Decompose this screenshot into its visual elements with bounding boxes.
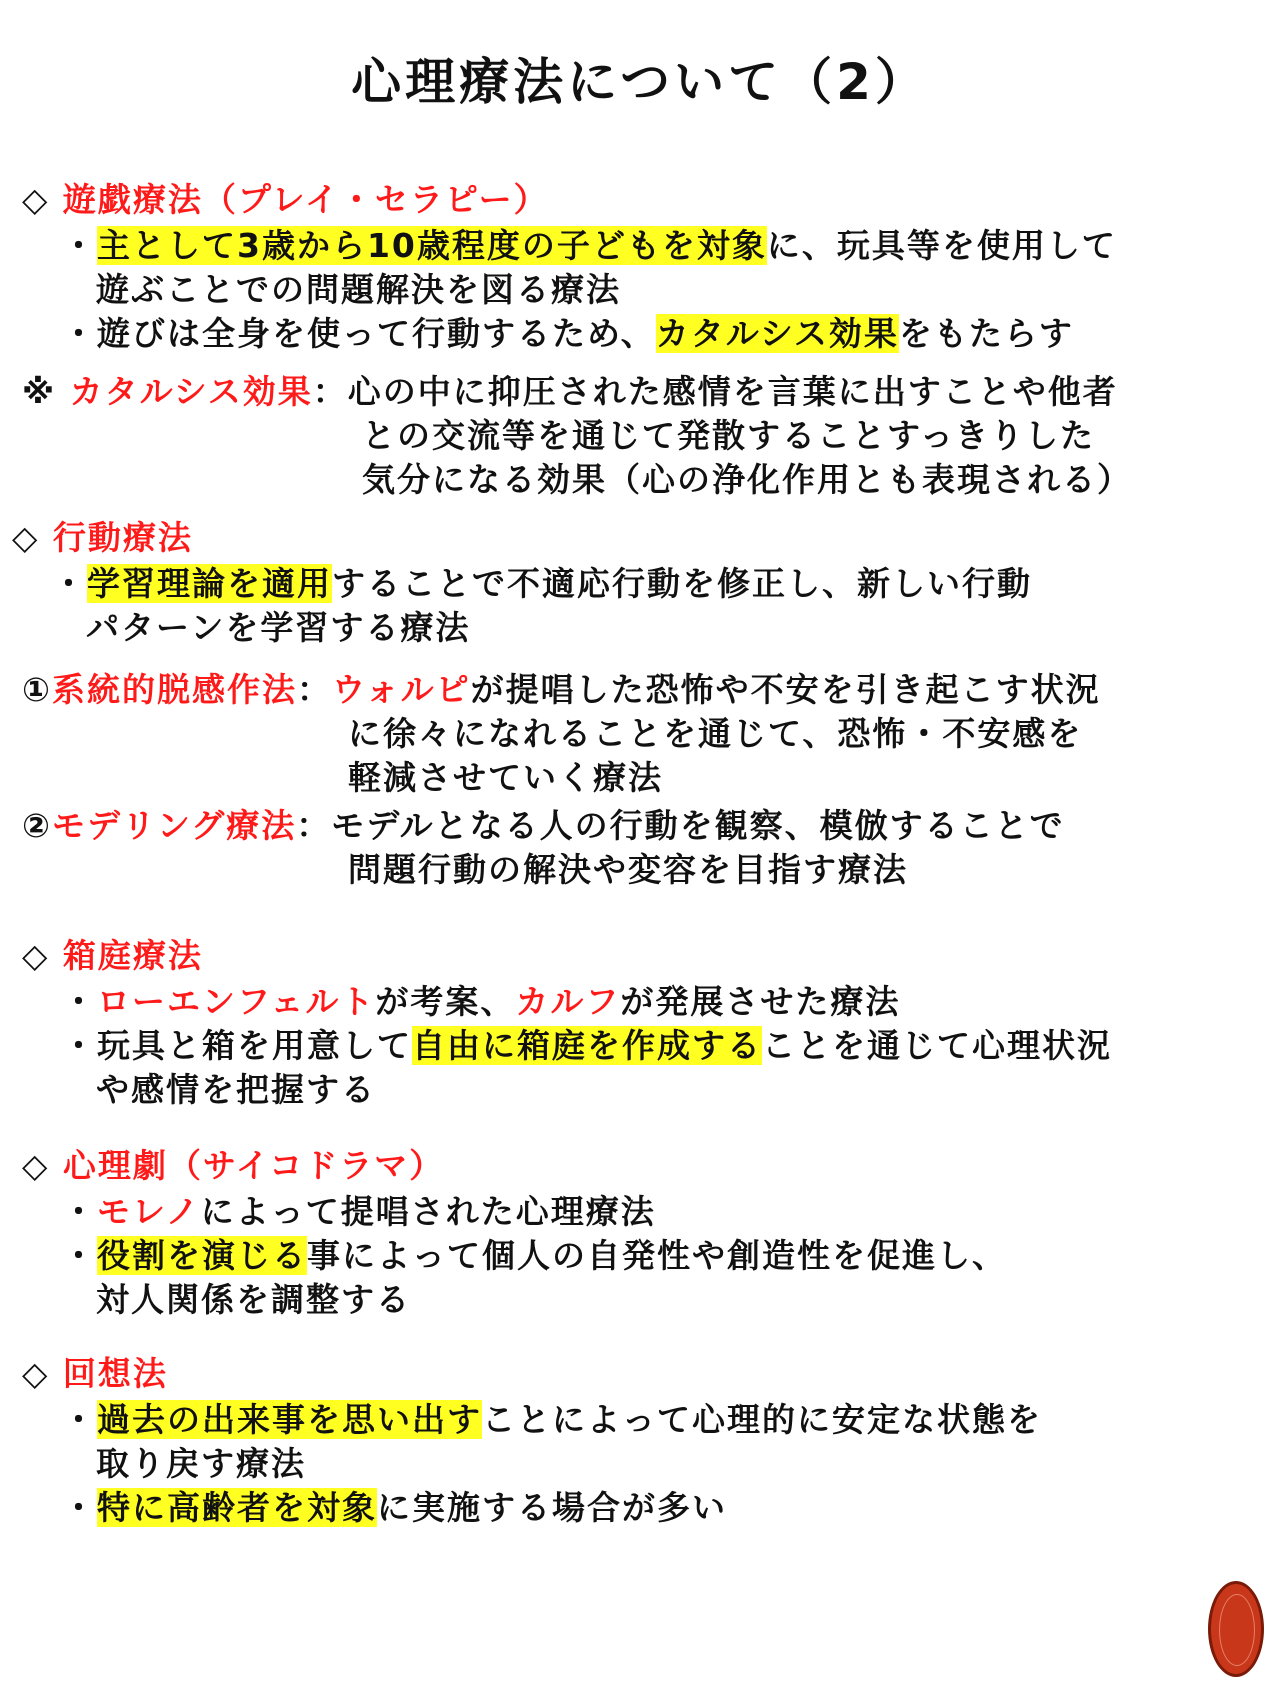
heading-text: 行動療法 xyxy=(52,518,193,557)
highlighted-text: 役割を演じる xyxy=(97,1236,307,1275)
bullet-line xyxy=(62,1486,727,1530)
bullet-dot: ・ xyxy=(62,1192,97,1231)
highlighted-text: 主として3歳から10歳程度の子どもを対象 xyxy=(97,226,767,265)
person-name: モレノ xyxy=(97,1192,201,1231)
highlighted-text: 学習理論を適用 xyxy=(87,564,332,603)
heading-text: 心理劇（サイコドラマ） xyxy=(62,1146,445,1185)
number-label: ① xyxy=(22,670,52,709)
page-title: 心理療法について（2） xyxy=(351,53,929,111)
body-text: 心の中に抑圧された感情を言葉に出すことや他者 xyxy=(347,372,1118,411)
highlighted-text: 特に高齢者を対象 xyxy=(97,1488,377,1527)
body-text: が考案、 xyxy=(375,982,516,1021)
highlighted-text: カタルシス効果 xyxy=(655,314,899,353)
bullet-dot: ・ xyxy=(62,982,97,1021)
method-continuation: に徐々になれることを通じて、恐怖・不安感を xyxy=(348,714,1083,753)
bullet-continuation: や感情を把握する xyxy=(96,1070,376,1109)
body-text: することで不適応行動を修正し、新しい行動 xyxy=(332,564,1032,603)
body-text: 遊びは全身を使って行動するため、 xyxy=(97,314,656,353)
highlighted-text: 過去の出来事を思い出す xyxy=(97,1400,482,1439)
note-mark: ※ xyxy=(22,372,57,411)
section-heading-behavior-therapy xyxy=(12,516,193,560)
note-catharsis xyxy=(22,370,1118,414)
colon: ： xyxy=(296,806,332,845)
body-text: によって提唱された心理療法 xyxy=(200,1192,656,1231)
person-name: ウォルピ xyxy=(331,670,471,709)
body-text: 事によって個人の自発性や創造性を促進し、 xyxy=(307,1236,1007,1275)
highlighted-text: 自由に箱庭を作成する xyxy=(412,1026,762,1065)
note-continuation: との交流等を通じて発散することすっきりした xyxy=(362,416,1096,455)
method-modeling xyxy=(22,804,1065,848)
section-heading-reminiscence xyxy=(22,1352,168,1396)
diamond-icon: ◇ xyxy=(22,936,50,975)
diamond-icon: ◇ xyxy=(12,518,40,557)
person-name: カルフ xyxy=(515,982,621,1021)
bullet-line xyxy=(62,1234,1007,1278)
bullet-dot: ・ xyxy=(52,564,87,603)
method-continuation: 軽減させていく療法 xyxy=(348,758,663,797)
method-continuation: 問題行動の解決や変容を目指す療法 xyxy=(348,850,908,889)
diamond-icon: ◇ xyxy=(22,180,50,219)
body-text: に、玩具等を使用して xyxy=(766,226,1117,265)
bullet-dot: ・ xyxy=(62,1488,97,1527)
person-name: ローエンフェルト xyxy=(97,982,376,1021)
number-label: ② xyxy=(22,806,52,845)
colon: ： xyxy=(296,670,332,709)
method-systematic-desensitization xyxy=(22,668,1101,712)
bullet-line xyxy=(52,562,1032,606)
diamond-icon: ◇ xyxy=(22,1146,50,1185)
body-text: ことを通じて心理状況 xyxy=(762,1026,1112,1065)
body-text: をもたらす xyxy=(898,314,1074,353)
bullet-line xyxy=(62,224,1117,268)
colon: ： xyxy=(312,372,348,411)
body-text: に実施する場合が多い xyxy=(377,1488,727,1527)
bullet-dot: ・ xyxy=(62,1026,97,1065)
bullet-dot: ・ xyxy=(62,1400,97,1439)
bullet-line xyxy=(62,1024,1112,1068)
body-text: ことによって心理的に安定な状態を xyxy=(482,1400,1042,1439)
note-continuation: 気分になる効果（心の浄化作用とも表現される） xyxy=(362,460,1132,499)
method-term: モデリング療法 xyxy=(51,806,297,845)
bullet-continuation: パターンを学習する療法 xyxy=(86,608,471,647)
body-text: 玩具と箱を用意して xyxy=(97,1026,412,1065)
bullet-line xyxy=(62,980,900,1024)
heading-text: 箱庭療法 xyxy=(62,936,203,975)
body-text: が提唱した恐怖や不安を引き起こす状況 xyxy=(470,670,1101,709)
bullet-dot: ・ xyxy=(62,1236,97,1275)
note-term: カタルシス効果 xyxy=(69,372,313,411)
bullet-dot: ・ xyxy=(62,226,97,265)
section-heading-sandplay xyxy=(22,934,203,978)
diamond-icon: ◇ xyxy=(22,1354,50,1393)
body-text: が発展させた療法 xyxy=(620,982,901,1021)
bullet-dot: ・ xyxy=(62,314,97,353)
bullet-line xyxy=(62,1190,656,1234)
bullet-line xyxy=(62,1398,1042,1442)
decorative-badge-icon xyxy=(1208,1581,1264,1677)
method-term: 系統的脱感作法 xyxy=(51,670,297,709)
bullet-continuation: 取り戻す療法 xyxy=(96,1444,306,1483)
heading-text: 遊戯療法（プレイ・セラピー） xyxy=(62,180,549,219)
heading-text: 回想法 xyxy=(62,1354,168,1393)
bullet-continuation: 対人関係を調整する xyxy=(96,1280,411,1319)
body-text: モデルとなる人の行動を観察、模倣することで xyxy=(331,806,1065,845)
bullet-continuation: 遊ぶことでの問題解決を図る療法 xyxy=(96,270,621,309)
bullet-line xyxy=(62,312,1074,356)
section-heading-psychodrama xyxy=(22,1144,444,1188)
section-heading-play-therapy xyxy=(22,178,549,222)
badge-inner-ring xyxy=(1219,1594,1255,1666)
